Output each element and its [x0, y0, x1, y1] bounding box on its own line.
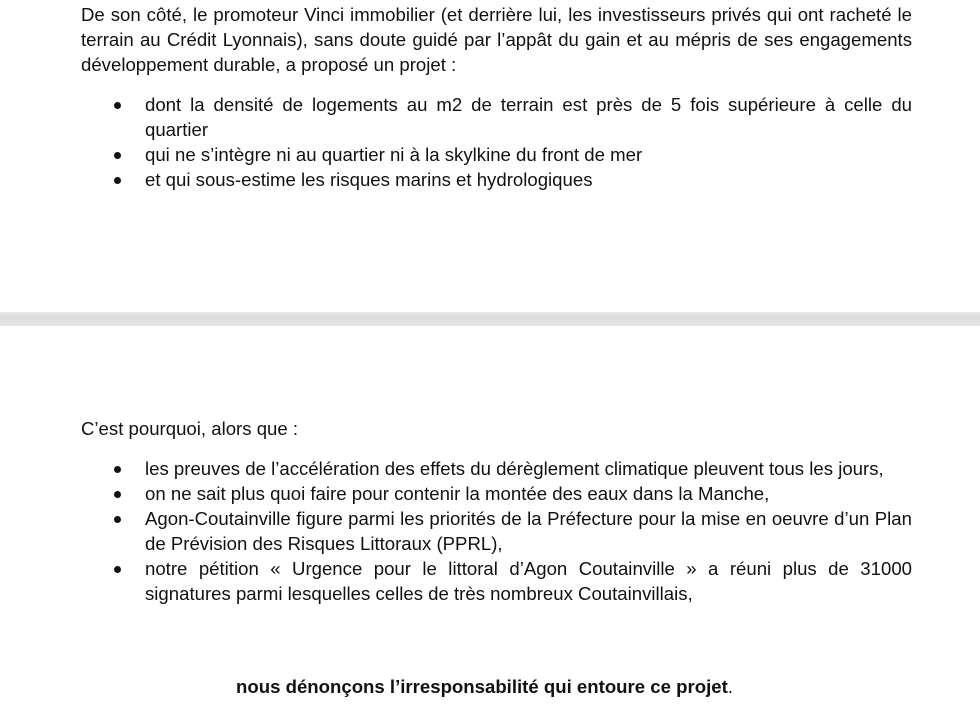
list-item-text: dont la densité de logements au m2 de terrain est près de 5 fois supérieure à celle du quartier: [145, 94, 912, 140]
list-item-text: notre pétition « Urgence pour le littoral d’Agon Coutainville » a réuni plus de 31000 signatures parmi lesquelles celles de très nombreux Coutainvillais,: [145, 558, 912, 604]
list-item-text: Agon-Coutainville figure parmi les priorités de la Préfecture pour la mise en oeuvre d’un Plan de Prévision des Risques Littoraux (PPRL),: [145, 508, 912, 554]
list-item-text: on ne sait plus quoi faire pour contenir la montée des eaux dans la Manche,: [145, 483, 770, 504]
intro-paragraph: De son côté, le promoteur Vinci immobilier (et derrière lui, les investisseurs privés qui ont racheté le terrain au Crédit Lyonnais), sans doute guidé par l’appât du gain et au mépris de ses engagements développement durable, a proposé un projet :: [81, 4, 912, 75]
document-page-bottom: [0, 326, 980, 714]
conclusion-bold-text: nous dénonçons l’irresponsabilité qui entoure ce projet: [236, 676, 728, 697]
bullet-icon: [114, 177, 121, 184]
list-item-text: les preuves de l’accélération des effets du dérèglement climatique pleuvent tous les jours,: [145, 458, 884, 479]
bullet-icon: [114, 466, 121, 473]
document-page-top: [0, 0, 980, 312]
bullet-icon: [114, 516, 121, 523]
lead-paragraph: C’est pourquoi, alors que :: [81, 418, 299, 439]
bullet-icon: [114, 566, 121, 573]
conclusion-period: .: [727, 676, 733, 697]
bullet-icon: [114, 152, 121, 159]
list-item-text: qui ne s’intègre ni au quartier ni à la skylkine du front de mer: [145, 144, 643, 165]
list-item: [114, 456, 912, 481]
list-item: [114, 167, 912, 192]
list-item: [114, 142, 912, 167]
list-item: [114, 481, 912, 506]
list-item: [114, 506, 912, 556]
list-item-text: et qui sous-estime les risques marins et hydrologiques: [145, 169, 593, 190]
bullet-icon: [114, 102, 121, 109]
conclusion-statement: [236, 674, 733, 699]
list-item: [114, 92, 912, 142]
list-item: [114, 556, 912, 606]
project-criticism-list: [114, 92, 912, 192]
page-separator: [0, 312, 980, 326]
bullet-icon: [114, 491, 121, 498]
reasons-list: [114, 456, 912, 606]
